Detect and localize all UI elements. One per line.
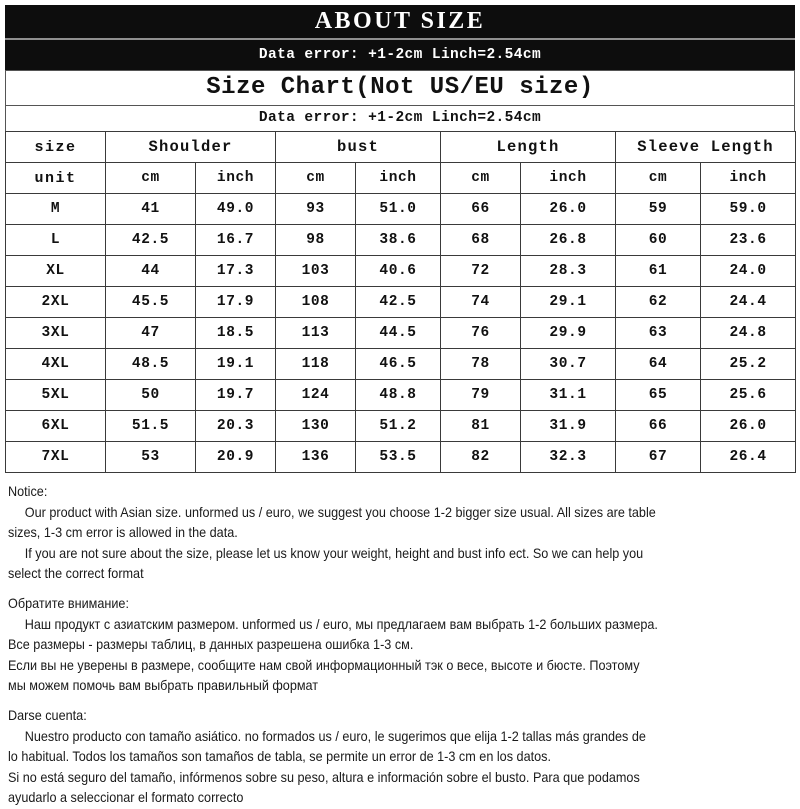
cell-bust-inch: 51.0 [356, 194, 441, 225]
cell-length-inch: 31.1 [521, 380, 616, 411]
cell-shoulder-cm: 44 [106, 256, 196, 287]
cell-bust-inch: 48.8 [356, 380, 441, 411]
banner-subtitle: Data error: +1-2cm Linch=2.54cm [258, 47, 542, 63]
unit-header-length-inch: inch [521, 163, 616, 194]
cell-length-inch: 29.9 [521, 318, 616, 349]
unit-header-sleeve-inch: inch [701, 163, 796, 194]
cell-bust-cm: 93 [276, 194, 356, 225]
cell-shoulder-cm: 47 [106, 318, 196, 349]
notice-russian-line-3: Если вы не уверены в размере, сообщите нам свой информационный тэк о весе, высоте и бюсте. Поэтому [8, 657, 640, 673]
cell-shoulder-cm: 51.5 [106, 411, 196, 442]
group-header-size: size [6, 132, 106, 163]
cell-length-cm: 66 [441, 194, 521, 225]
cell-size: XL [6, 256, 106, 287]
cell-sleeve-cm: 60 [616, 225, 701, 256]
unit-header-bust-inch: inch [356, 163, 441, 194]
cell-shoulder-inch: 17.3 [196, 256, 276, 287]
notice-spanish-line-3: Si no está seguro del tamaño, infórmenos sobre su peso, altura e información sobre el busto. Para que podamos [8, 769, 640, 785]
table-row [6, 411, 796, 442]
cell-length-inch: 29.1 [521, 287, 616, 318]
cell-length-cm: 81 [441, 411, 521, 442]
cell-size: 5XL [6, 380, 106, 411]
cell-bust-inch: 42.5 [356, 287, 441, 318]
cell-sleeve-inch: 25.2 [701, 349, 796, 380]
cell-length-cm: 76 [441, 318, 521, 349]
cell-sleeve-cm: 62 [616, 287, 701, 318]
banner-body [5, 5, 795, 70]
cell-bust-inch: 51.2 [356, 411, 441, 442]
banner-title: ABOUT SIZE [314, 8, 486, 34]
cell-shoulder-cm: 45.5 [106, 287, 196, 318]
group-header-bust: bust [276, 132, 441, 163]
cell-shoulder-inch: 17.9 [196, 287, 276, 318]
size-table [5, 131, 796, 473]
cell-bust-cm: 98 [276, 225, 356, 256]
cell-bust-inch: 40.6 [356, 256, 441, 287]
cell-sleeve-inch: 24.0 [701, 256, 796, 287]
cell-sleeve-inch: 24.4 [701, 287, 796, 318]
group-header-shoulder: Shoulder [106, 132, 276, 163]
cell-size: 2XL [6, 287, 106, 318]
group-header-sleeve-length: Sleeve Length [616, 132, 796, 163]
table-row [6, 256, 796, 287]
cell-size: 4XL [6, 349, 106, 380]
size-table-body [6, 194, 796, 473]
notice-spanish-line-1: Nuestro producto con tamaño asiático. no formados us / euro, le sugerimos que elija 1-2 tallas más grandes de [24, 728, 646, 744]
cell-shoulder-cm: 41 [106, 194, 196, 225]
cell-sleeve-cm: 61 [616, 256, 701, 287]
cell-sleeve-cm: 67 [616, 442, 701, 473]
cell-length-inch: 28.3 [521, 256, 616, 287]
cell-sleeve-cm: 64 [616, 349, 701, 380]
notice-spanish [8, 706, 800, 809]
notice-english [8, 482, 800, 585]
cell-bust-inch: 46.5 [356, 349, 441, 380]
cell-sleeve-inch: 26.4 [701, 442, 796, 473]
notice-english-line-1: Our product with Asian size. unformed us / euro, we suggest you choose 1-2 bigger size usual. All sizes are table [24, 504, 656, 520]
unit-header-shoulder-cm: cm [106, 163, 196, 194]
cell-bust-inch: 53.5 [356, 442, 441, 473]
cell-sleeve-cm: 59 [616, 194, 701, 225]
notes-section [8, 482, 800, 809]
notice-spanish-line-2: lo habitual. Todos los tamaños son tamaños de tabla, se permite un error de 1-3 cm en los datos. [8, 749, 551, 765]
cell-shoulder-inch: 20.3 [196, 411, 276, 442]
cell-sleeve-inch: 23.6 [701, 225, 796, 256]
cell-size: M [6, 194, 106, 225]
cell-shoulder-inch: 49.0 [196, 194, 276, 225]
cell-length-cm: 78 [441, 349, 521, 380]
cell-sleeve-inch: 59.0 [701, 194, 796, 225]
cell-length-inch: 31.9 [521, 411, 616, 442]
cell-shoulder-inch: 19.1 [196, 349, 276, 380]
cell-size: 7XL [6, 442, 106, 473]
notice-russian-line-4: мы можем помочь вам выбрать правильный формат [8, 678, 319, 694]
unit-header-length-cm: cm [441, 163, 521, 194]
group-header-row [6, 132, 796, 163]
cell-shoulder-inch: 20.9 [196, 442, 276, 473]
cell-shoulder-inch: 16.7 [196, 225, 276, 256]
table-row [6, 380, 796, 411]
cell-length-cm: 72 [441, 256, 521, 287]
table-row [6, 194, 796, 225]
table-row [6, 318, 796, 349]
cell-bust-cm: 108 [276, 287, 356, 318]
cell-size: 3XL [6, 318, 106, 349]
size-chart-title: Size Chart(Not US/EU size) [206, 74, 594, 101]
cell-sleeve-inch: 26.0 [701, 411, 796, 442]
size-table-head [6, 132, 796, 194]
unit-header-label: unit [6, 163, 106, 194]
unit-header-row [6, 163, 796, 194]
cell-sleeve-inch: 25.6 [701, 380, 796, 411]
size-chart-header [5, 70, 795, 131]
cell-sleeve-cm: 66 [616, 411, 701, 442]
notice-spanish-line-4: ayudarlo a seleccionar el formato correcto [8, 790, 244, 806]
cell-length-inch: 26.8 [521, 225, 616, 256]
cell-shoulder-cm: 42.5 [106, 225, 196, 256]
table-row [6, 225, 796, 256]
about-size-banner [5, 5, 795, 70]
size-chart-subtitle: Data error: +1-2cm Linch=2.54cm [6, 105, 794, 131]
notice-english-line-3: If you are not sure about the size, please let us know your weight, height and bust info ect. So we can help you [24, 545, 644, 561]
table-row [6, 349, 796, 380]
notice-english-line-4: select the correct format [8, 566, 144, 582]
size-table-container [5, 131, 795, 473]
cell-size: 6XL [6, 411, 106, 442]
cell-length-inch: 32.3 [521, 442, 616, 473]
notice-english-heading: Notice: [8, 484, 48, 499]
notice-spanish-heading: Darse cuenta: [8, 707, 87, 723]
notice-russian-heading: Обратите внимание: [8, 595, 129, 611]
table-row [6, 442, 796, 473]
cell-sleeve-cm: 65 [616, 380, 701, 411]
cell-shoulder-cm: 50 [106, 380, 196, 411]
cell-length-cm: 74 [441, 287, 521, 318]
cell-length-cm: 79 [441, 380, 521, 411]
cell-bust-cm: 118 [276, 349, 356, 380]
cell-sleeve-cm: 63 [616, 318, 701, 349]
cell-shoulder-inch: 18.5 [196, 318, 276, 349]
cell-size: L [6, 225, 106, 256]
unit-header-shoulder-inch: inch [196, 163, 276, 194]
cell-shoulder-inch: 19.7 [196, 380, 276, 411]
cell-length-inch: 26.0 [521, 194, 616, 225]
notice-russian-line-1: Наш продукт с азиатским размером. unformed us / euro, мы предлагаем вам выбрать 1-2 больших размера. [24, 616, 658, 632]
cell-length-cm: 68 [441, 225, 521, 256]
cell-bust-inch: 44.5 [356, 318, 441, 349]
unit-header-sleeve-cm: cm [616, 163, 701, 194]
cell-sleeve-inch: 24.8 [701, 318, 796, 349]
cell-length-cm: 82 [441, 442, 521, 473]
cell-bust-cm: 130 [276, 411, 356, 442]
cell-bust-cm: 124 [276, 380, 356, 411]
unit-header-bust-cm: cm [276, 163, 356, 194]
cell-shoulder-cm: 53 [106, 442, 196, 473]
cell-shoulder-cm: 48.5 [106, 349, 196, 380]
group-header-length: Length [441, 132, 616, 163]
cell-length-inch: 30.7 [521, 349, 616, 380]
cell-bust-cm: 113 [276, 318, 356, 349]
notice-russian [8, 594, 800, 697]
cell-bust-cm: 103 [276, 256, 356, 287]
notice-english-line-2: sizes, 1-3 cm error is allowed in the data. [8, 525, 238, 541]
table-row [6, 287, 796, 318]
size-chart-page [0, 5, 800, 805]
notice-russian-line-2: Все размеры - размеры таблиц, в данных разрешена ошибка 1-3 см. [8, 637, 414, 653]
cell-bust-cm: 136 [276, 442, 356, 473]
cell-bust-inch: 38.6 [356, 225, 441, 256]
